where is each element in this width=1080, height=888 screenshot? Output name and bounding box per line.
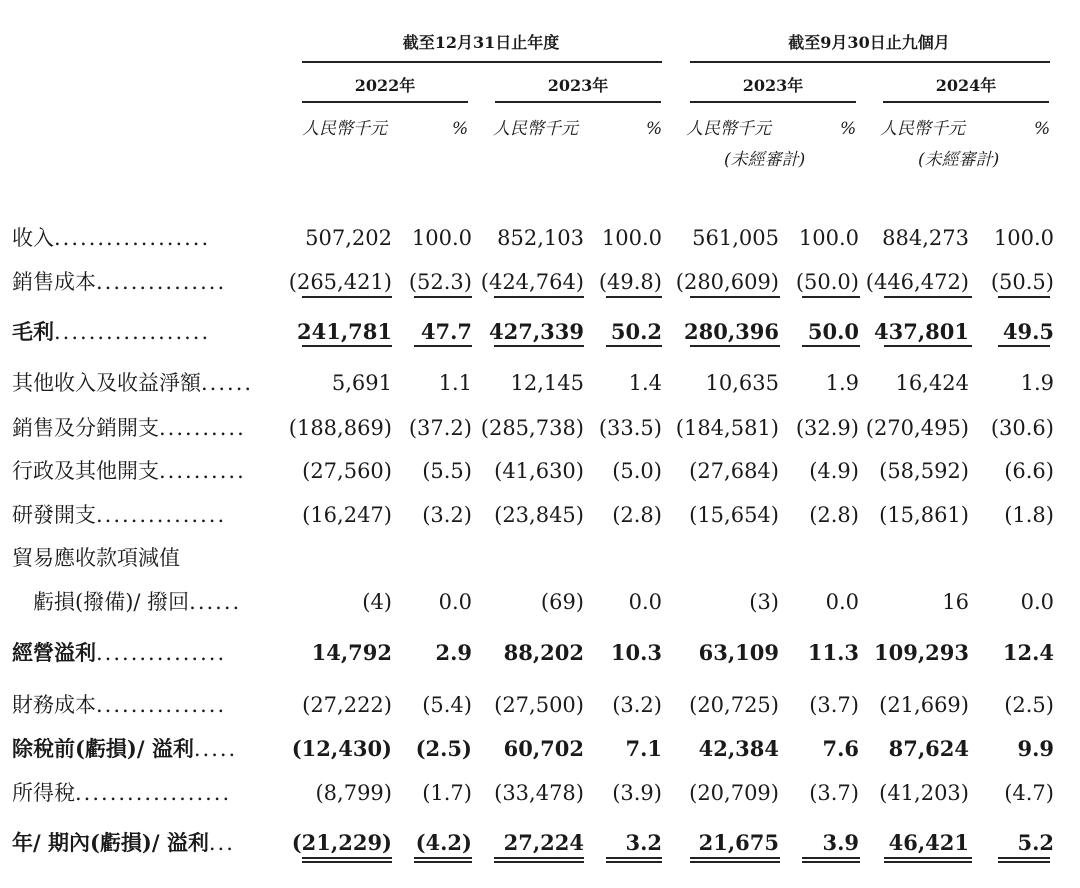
percent-cell: 47.7 [420, 319, 472, 344]
amount-cell: (27,684) [689, 459, 779, 483]
amount-cell: 437,801 [874, 319, 969, 344]
row-label [12, 226, 210, 250]
percent-cell: (5.4) [422, 693, 472, 717]
pct-label: % [840, 119, 857, 139]
percent-cell: 3.2 [625, 830, 662, 855]
amount-cell: (20,725) [689, 693, 779, 717]
percent-cell: (2.5) [1004, 693, 1054, 717]
amount-cell: (58,592) [879, 459, 969, 483]
subtotal-rule [690, 345, 780, 347]
pct-label: % [646, 119, 663, 139]
pct-label: % [452, 119, 469, 139]
row-label-text: 銷售成本 [12, 270, 96, 294]
percent-cell: (5.0) [612, 459, 662, 483]
row-label [12, 641, 226, 665]
percent-cell: (1.8) [1004, 503, 1054, 527]
amount-cell: (15,654) [689, 503, 779, 527]
amount-cell: 884,273 [882, 226, 969, 250]
row-label [12, 503, 226, 527]
percent-cell: 50.0 [807, 319, 859, 344]
amount-cell: (23,845) [494, 503, 584, 527]
percent-cell: (4.2) [415, 830, 472, 855]
row-label [12, 546, 180, 570]
percent-cell: 12.4 [1002, 640, 1054, 665]
subtotal-rule [494, 345, 584, 347]
total-double-rule [802, 857, 860, 863]
subtotal-rule [606, 296, 662, 298]
percent-cell: (37.2) [408, 416, 472, 440]
amount-cell: (12,430) [291, 736, 392, 761]
row-label-text: 虧損(撥備)/ 撥回 [12, 590, 190, 614]
amount-cell: 87,624 [888, 736, 969, 761]
amount-cell: (16,247) [302, 503, 392, 527]
percent-cell: 1.1 [438, 371, 472, 395]
subtotal-rule [884, 296, 972, 298]
amount-cell: (3) [749, 590, 779, 614]
leader-dots: .................. [54, 320, 211, 344]
amount-cell: (20,709) [689, 781, 779, 805]
subtotal-rule [414, 296, 472, 298]
amount-cell: 10,635 [705, 371, 779, 395]
leader-dots: ............... [96, 693, 227, 717]
row-label [12, 781, 231, 805]
percent-cell: (50.5) [990, 270, 1054, 294]
percent-cell: 7.6 [822, 736, 859, 761]
percent-cell: (3.7) [809, 693, 859, 717]
year-header-2023: 2023年 [547, 76, 609, 95]
percent-cell: 0.0 [1020, 590, 1054, 614]
group-title-nine-months: 截至9月30日止九個月 [788, 33, 950, 52]
percent-cell: 0.0 [628, 590, 662, 614]
subtotal-rule [802, 296, 860, 298]
row-label-text: 所得稅 [12, 781, 75, 805]
leader-dots: ............... [96, 503, 227, 527]
percent-cell: (33.5) [598, 416, 662, 440]
subtotal-rule [302, 296, 392, 298]
row-label [12, 320, 210, 344]
amount-cell: 27,224 [503, 830, 584, 855]
amount-cell: (69) [540, 590, 584, 614]
total-double-rule [884, 857, 972, 863]
subtotal-rule [998, 345, 1050, 347]
percent-cell: (6.6) [1004, 459, 1054, 483]
amount-cell: (27,560) [302, 459, 392, 483]
amount-cell: 16,424 [895, 371, 969, 395]
percent-cell: (2.8) [612, 503, 662, 527]
year-header-2023-nine-months: 2023年 [742, 76, 804, 95]
leader-dots: ..... [193, 737, 238, 761]
percent-cell: 3.9 [822, 830, 859, 855]
row-label [12, 693, 226, 717]
leader-dots: ...... [189, 590, 242, 614]
leader-dots: ............... [96, 641, 227, 665]
percent-cell: (32.9) [795, 416, 859, 440]
unaudited-label: (未經審計) [724, 150, 806, 170]
percent-cell: 100.0 [411, 226, 472, 250]
percent-cell: 100.0 [993, 226, 1054, 250]
year-header-2024-nine-months: 2024年 [935, 76, 997, 95]
percent-cell: 1.9 [825, 371, 859, 395]
total-double-rule [606, 857, 662, 863]
row-label-text: 收入 [12, 226, 54, 250]
subtotal-rule [998, 296, 1050, 298]
percent-cell: 5.2 [1017, 830, 1054, 855]
row-label [12, 371, 253, 395]
percent-cell: 100.0 [798, 226, 859, 250]
percent-cell: (1.7) [422, 781, 472, 805]
leader-dots: ... [208, 831, 235, 855]
row-label-text: 除稅前(虧損)/ 溢利 [12, 736, 194, 761]
row-label [12, 270, 226, 294]
percent-cell: (3.9) [612, 781, 662, 805]
amount-cell: (446,472) [865, 270, 969, 294]
row-label-text: 貿易應收款項減值 [12, 546, 180, 570]
unit-label: 人民幣千元 [686, 119, 771, 139]
amount-cell: (424,764) [480, 270, 584, 294]
percent-cell: (2.8) [809, 503, 859, 527]
amount-cell: 46,421 [888, 830, 969, 855]
percent-cell: 1.4 [628, 371, 662, 395]
amount-cell: (27,222) [302, 693, 392, 717]
unit-label: 人民幣千元 [493, 119, 578, 139]
leader-dots: .................. [54, 226, 211, 250]
amount-cell: (21,669) [879, 693, 969, 717]
percent-cell: (4.9) [809, 459, 859, 483]
leader-dots: .................. [75, 781, 232, 805]
amount-cell: 14,792 [311, 640, 392, 665]
group-title-fiscal-years: 截至12月31日止年度 [402, 33, 560, 52]
unit-label: 人民幣千元 [880, 119, 965, 139]
amount-cell: (41,630) [494, 459, 584, 483]
row-label-text: 經營溢利 [12, 640, 96, 665]
year-rule-2022 [302, 101, 468, 103]
percent-cell: 11.3 [807, 640, 859, 665]
group-rule-fiscal [302, 61, 662, 63]
amount-cell: 88,202 [503, 640, 584, 665]
amount-cell: 507,202 [305, 226, 392, 250]
row-label-text: 毛利 [12, 319, 54, 344]
total-double-rule [414, 857, 472, 863]
percent-cell: 7.1 [625, 736, 662, 761]
amount-cell: (21,229) [291, 830, 392, 855]
percent-cell: (5.5) [422, 459, 472, 483]
subtotal-rule [690, 296, 780, 298]
row-label [12, 737, 237, 761]
leader-dots: .......... [159, 416, 246, 440]
year-header-2022: 2022年 [354, 76, 416, 95]
leader-dots: .......... [159, 459, 246, 483]
pct-label: % [1034, 119, 1051, 139]
percent-cell: 10.3 [610, 640, 662, 665]
subtotal-rule [414, 345, 472, 347]
amount-cell: (265,421) [288, 270, 392, 294]
amount-cell: 109,293 [874, 640, 969, 665]
amount-cell: (4) [362, 590, 392, 614]
amount-cell: 63,109 [698, 640, 779, 665]
amount-cell: 852,103 [497, 226, 584, 250]
amount-cell: 427,339 [489, 319, 584, 344]
percent-cell: (30.6) [990, 416, 1054, 440]
amount-cell: 16 [942, 590, 969, 614]
percent-cell: (49.8) [598, 270, 662, 294]
amount-cell: 241,781 [297, 319, 392, 344]
leader-dots: ............... [96, 270, 227, 294]
amount-cell: (27,500) [494, 693, 584, 717]
leader-dots: ...... [201, 371, 254, 395]
percent-cell: (3.7) [809, 781, 859, 805]
total-double-rule [302, 857, 392, 863]
percent-cell: 2.9 [435, 640, 472, 665]
percent-cell: 50.2 [610, 319, 662, 344]
percent-cell: (4.7) [1004, 781, 1054, 805]
group-rule-nine-months [690, 61, 1050, 63]
percent-cell: (2.5) [415, 736, 472, 761]
subtotal-rule [884, 345, 972, 347]
amount-cell: 5,691 [331, 371, 392, 395]
percent-cell: 0.0 [438, 590, 472, 614]
amount-cell: 12,145 [510, 371, 584, 395]
total-double-rule [494, 857, 584, 863]
row-label [12, 831, 235, 855]
year-rule-2023-nine-months [690, 101, 856, 103]
amount-cell: 42,384 [698, 736, 779, 761]
amount-cell: (15,861) [879, 503, 969, 527]
row-label-text: 財務成本 [12, 693, 96, 717]
row-label [12, 590, 241, 614]
amount-cell: (285,738) [480, 416, 584, 440]
row-label-text: 研發開支 [12, 503, 96, 527]
row-label-text: 行政及其他開支 [12, 459, 159, 483]
year-rule-2024-nine-months [883, 101, 1049, 103]
percent-cell: (52.3) [408, 270, 472, 294]
amount-cell: 60,702 [503, 736, 584, 761]
amount-cell: 280,396 [684, 319, 779, 344]
subtotal-rule [302, 345, 392, 347]
percent-cell: (50.0) [795, 270, 859, 294]
amount-cell: (33,478) [494, 781, 584, 805]
amount-cell: (8,799) [315, 781, 392, 805]
subtotal-rule [494, 296, 584, 298]
row-label [12, 459, 246, 483]
total-double-rule [998, 857, 1050, 863]
row-label-text: 其他收入及收益淨額 [12, 371, 201, 395]
amount-cell: (270,495) [865, 416, 969, 440]
percent-cell: 9.9 [1017, 736, 1054, 761]
unit-label: 人民幣千元 [302, 119, 387, 139]
percent-cell: 100.0 [601, 226, 662, 250]
amount-cell: 561,005 [692, 226, 779, 250]
row-label-text: 銷售及分銷開支 [12, 416, 159, 440]
year-rule-2023 [495, 101, 661, 103]
subtotal-rule [802, 345, 860, 347]
row-label-text: 年/ 期內(虧損)/ 溢利 [12, 830, 209, 855]
percent-cell: (3.2) [612, 693, 662, 717]
amount-cell: (184,581) [675, 416, 779, 440]
percent-cell: (3.2) [422, 503, 472, 527]
amount-cell: (280,609) [675, 270, 779, 294]
subtotal-rule [606, 345, 662, 347]
percent-cell: 0.0 [825, 590, 859, 614]
amount-cell: (41,203) [879, 781, 969, 805]
amount-cell: (188,869) [288, 416, 392, 440]
unaudited-label: (未經審計) [918, 150, 1000, 170]
row-label [12, 416, 246, 440]
amount-cell: 21,675 [698, 830, 779, 855]
percent-cell: 1.9 [1020, 371, 1054, 395]
percent-cell: 49.5 [1002, 319, 1054, 344]
total-double-rule [690, 857, 780, 863]
